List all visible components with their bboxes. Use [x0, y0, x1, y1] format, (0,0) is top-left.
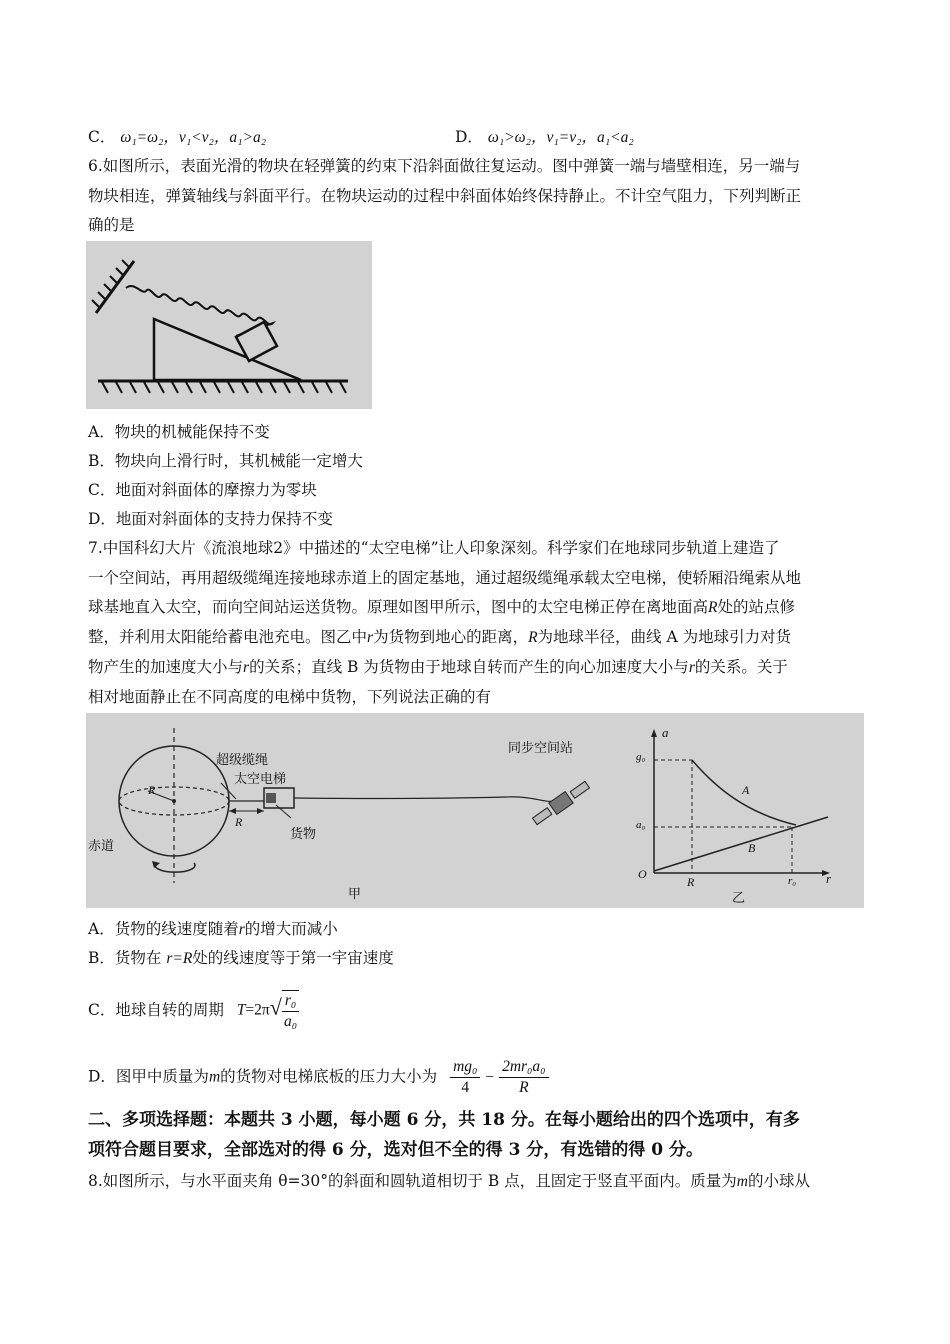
q6-stem-line3: 确的是 [88, 216, 135, 234]
label-cargo: 货物 [290, 827, 317, 842]
q7-option-d: D．图甲中质量为m的货物对电梯底板的压力大小为 $\frac{\text{mg₀}}{4}$ − $\frac{\text{2mr₀a₀}}{R}$ [88, 1057, 549, 1098]
space-elevator-diagram [86, 713, 864, 908]
section2-heading-line2: 项符合题目要求，全部选对的得 6 分，选对但不全的得 3 分，有选错的得 0 分。 [88, 1140, 703, 1160]
q7-option-c: C．地球自转的周期 T=2π√ $\frac{\text{r₀}}{\text{a₀}}$ [88, 990, 299, 1032]
q7-option-a: A．货物的线速度随着r的增大而减小 [88, 920, 338, 938]
q6-option-c: C．地面对斜面体的摩擦力为零块 [88, 481, 317, 499]
origin-label: O [638, 867, 647, 881]
line-B-label: B [748, 841, 756, 855]
q6-option-d: D．地面对斜面体的支持力保持不变 [88, 510, 333, 528]
q6-option-a: A．物块的机械能保持不变 [88, 423, 270, 441]
q6-stem-line1: 6.如图所示，表面光滑的物块在轻弹簧的约束下沿斜面做往复运动。图中弹簧一端与墙壁相连，另一端与 [88, 157, 801, 175]
label-equator: 赤道 [88, 839, 115, 854]
q7-stem-line3: 球基地直入太空，而向空间站运送货物。原理如图甲所示，图中的太空电梯正停在离地面高R处的站点修 [88, 598, 795, 616]
q5-option-c [88, 126, 266, 149]
label-jia: 甲 [348, 887, 362, 902]
section2-heading-line1: 二、多项选择题：本题共 3 小题，每小题 6 分，共 18 分。在每小题给出的四个选项中，有多 [88, 1110, 800, 1130]
q7-stem-line1: 7.中国科幻大片《流浪地球2》中描述的“太空电梯”让人印象深刻。科学家们在地球同步轨道上建造了 [88, 539, 780, 557]
label-cable: 超级缆绳 [216, 753, 269, 768]
q6-stem-line2: 物块相连，弹簧轴线与斜面平行。在物块运动的过程中斜面体始终保持静止。不计空气阻力，下列判断正 [88, 187, 802, 205]
q5-option-d [455, 126, 634, 149]
a0-label: a₀ [636, 819, 646, 831]
q7-stem-line5: 物产生的加速度大小与r的关系；直线 B 为货物由于地球自转而产生的向心加速度大小与r的关系。关于 [88, 658, 788, 676]
q8-stem-line1: 8.如图所示，与水平面夹角 θ=30°的斜面和圆轨道相切于 B 点，且固定于竖直平面内。质量为m的小球从 [88, 1172, 810, 1190]
q5-option-d-label: D． [455, 128, 483, 146]
q7-stem-line2: 一个空间站，再用超级缆绳连接地球赤道上的固定基地，通过超级缆绳承载太空电梯，使轿厢沿绳索从地 [88, 569, 802, 587]
axis-a-label: a [662, 725, 669, 740]
q7-stem-line6: 相对地面静止在不同高度的电梯中货物，下列说法正确的有 [88, 688, 492, 706]
q6-option-b: B．物块向上滑行时，其机械能一定增大 [88, 452, 363, 470]
curve-A-label: A [742, 783, 750, 797]
q5-option-d-text: ω₁>ω₂，v₁=v₂，a₁<a₂ [487, 129, 634, 146]
label-station: 同步空间站 [508, 741, 574, 756]
q7-option-b: B．货物在 r=R处的线速度等于第一宇宙速度 [88, 949, 394, 967]
q7-figure [86, 713, 864, 908]
r0-tick-label: r₀ [788, 875, 797, 887]
axis-r-label: r [826, 871, 832, 886]
q5-option-c-text: ω₁=ω₂，v₁<v₂，a₁>a₂ [120, 129, 267, 146]
label-R-height: R [235, 815, 243, 829]
spring-incline-diagram [86, 241, 372, 409]
label-elevator: 太空电梯 [234, 772, 287, 787]
R-tick-label: R [687, 875, 695, 889]
q7-stem-line4: 整，并利用太阳能给蓄电池充电。图乙中r为货物到地心的距离，R为地球半径，曲线 A 为地球引力对货 [88, 628, 792, 646]
label-yi: 乙 [732, 891, 746, 906]
g0-label: g₀ [636, 751, 646, 763]
label-R-earth: R [148, 783, 156, 797]
q6-figure [86, 241, 372, 409]
q5-option-c-label: C． [88, 128, 116, 146]
